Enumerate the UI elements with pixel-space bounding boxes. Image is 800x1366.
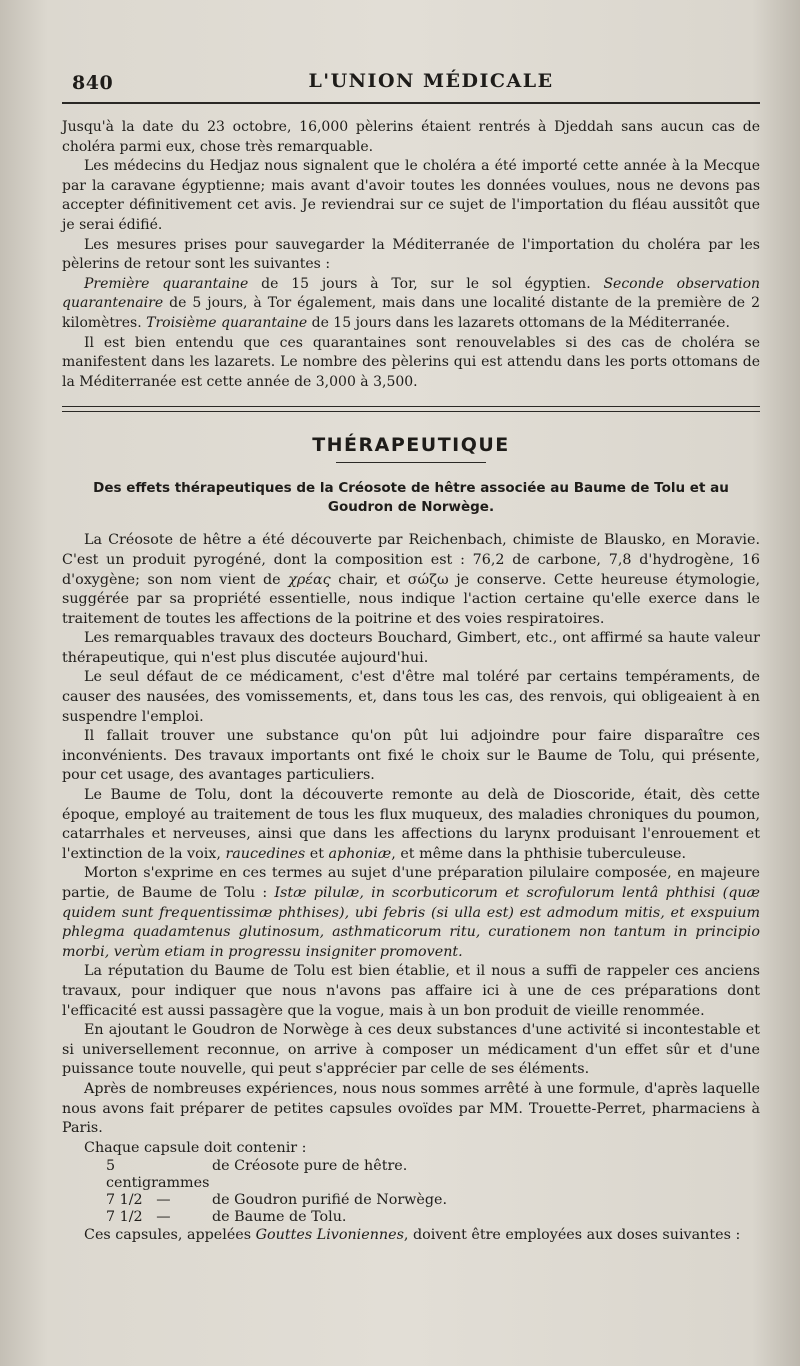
greek-word: χρέας [288,571,331,588]
title-rule [336,462,486,463]
formula-quantity: 7 1/2 — [106,1192,171,1209]
paragraph: La réputation du Baume de Tolu est bien établie, et il nous a suffi de rappeler ces anciens travaux, pour indiquer que nous n'avons pas affaire ici à une de ces préparations dont l'efficacité est aussi passagère que la vogue, mais à un bon produit de vieille renommée. [62,963,760,1019]
article-body [62,531,760,1246]
paragraph: Première quarantaine de 15 jours à Tor, sur le sol égyptien. Seconde observation quarantenaire de 5 jours, à Tor également, mais dans une localité distante de la première de 2 kilomètres. Troisième quarantaine de 15 jours dans les lazarets ottomans de la Méditerranée. [62,275,761,331]
paragraph: Les mesures prises pour sauvegarder la Méditerranée de l'importation du choléra par les pèlerins de retour sont les suivantes : [62,236,760,273]
paragraph: La Créosote de hêtre a été découverte par Reichenbach, chimiste de Blausko, en Moravie. C'est un produit pyrogéné, dont la composition est : 76,2 de carbone, 7,8 d'hydrogène, 16 d'oxygène; son nom vient de χρέας chair, et σώζω je conserve. Cette heureuse étymologie, suggérée par sa propriété essentielle, nous indique l'action certaine qu'elle exerce dans le traitement de toutes les affections de la poitrine et des voies respiratoires. [62,532,760,627]
paragraph: Morton s'exprime en ces termes au sujet d'une préparation pilulaire composée, en majeure partie, de Baume de Tolu : Istæ pilulæ, in scorbuticorum et scrofulorum lentâ phthisi (quæ quidem sunt frequentissimæ phthises), ubi febris (si ulla est) est admodum mitis, et exspuium phlegma quadamtenus glutinosum, asthmaticorum ritu, curationem non tantum in principio morbi, verùm etiam in progressu insigniter promovent. [62,865,760,960]
formula-row [62,1158,760,1192]
page-number: 840 [72,72,114,94]
paragraph: Les remarquables travaux des docteurs Bouchard, Gimbert, etc., ont affirmé sa haute valeur thérapeutique, qui n'est plus discutée aujourd'hui. [62,630,760,666]
paragraph: Il fallait trouver une substance qu'on pût lui adjoindre pour faire disparaître ces inconvénients. Des travaux importants ont fixé le choix sur le Baume de Tolu, qui présente, pour cet usage, des avantages particuliers. [62,728,760,784]
emphasis: Troisième quarantaine [146,314,308,331]
paragraph: En ajoutant le Goudron de Norwège à ces deux substances d'une activité si incontestable et si universellement reconnue, on arrive à composer un médicament d'un effet sûr et d'une puissance toute nouvelle, qui peut s'apprécier par celle de ses éléments. [62,1022,760,1078]
paragraph: Le Baume de Tolu, dont la découverte remonte au delà de Dioscoride, était, dès cette époque, employé au traitement de tous les flux muqueux, des maladies chroniques du poumon, catarrhales et nerveuses, ainsi que dans les affections du larynx produisant l'enrouement et l'extinction de la voix, raucedines et aphoniæ, et même dans la phthisie tuberculeuse. [62,787,760,862]
emphasis: raucedines [225,845,306,862]
formula-quantity: 5 centigrammes [106,1158,210,1192]
previous-article-end [62,104,760,392]
formula-ingredient: de Créosote pure de hêtre. [212,1158,408,1175]
formula-row [62,1192,760,1209]
article-title: Des effets thérapeutiques de la Créosote de hêtre associée au Baume de Tolu et au Goudron de Norwège. [93,480,729,516]
paragraph: Ces capsules, appelées Gouttes Livoniennes, doivent être employées aux doses suivantes : [84,1227,741,1244]
paragraph: Le seul défaut de ce médicament, c'est d'être mal toléré par certains tempéraments, de causer des nausées, des vomissements, et, dans tous les cas, des renvois, qui obligeaient à en suspendre l'emploi. [62,669,760,725]
paragraph: Après de nombreuses expériences, nous nous sommes arrêté à une formule, d'après laquelle nous avons fait préparer de petites capsules ovoïdes par MM. Trouette-Perret, pharmaciens à Paris. [62,1080,760,1137]
emphasis: Gouttes Livoniennes [255,1227,404,1244]
section-divider [62,406,760,412]
latin-quote: Istæ pilulæ, in scorbuticorum et scrofulorum lentâ phthisi (quæ quidem sunt frequentissimæ phthises), ubi febris (si ulla est) est admodum mitis, et exspuium phlegma quadamtenus glutinosum, asthmaticorum ritu, curationem non tantum in principio morbi, verùm etiam in progressu insigniter promovent. [62,885,760,960]
formula-row [62,1209,760,1226]
emphasis: aphoniæ [328,845,392,862]
capsule-formula [62,1158,760,1226]
formula-ingredient: de Baume de Tolu. [212,1209,347,1226]
section-title: THÉRAPEUTIQUE [312,434,510,457]
running-title: L'UNION MÉDICALE [308,70,554,92]
emphasis: Seconde observation quarantenaire [62,275,761,312]
formula-ingredient: de Goudron purifié de Norwège. [212,1192,448,1209]
formula-quantity: 7 1/2 — [106,1209,171,1226]
emphasis: Première quarantaine [84,275,249,292]
paragraph: Il est bien entendu que ces quarantaines sont renouvelables si des cas de choléra se manifestent dans les lazarets. Le nombre des pèlerins qui est attendu dans les ports ottomans de la Méditerranée est cette année de 3,000 à 3,500. [62,334,760,390]
greek-word: σώζω [407,571,449,588]
paragraph: Jusqu'à la date du 23 octobre, 16,000 pèlerins étaient rentrés à Djeddah sans aucun cas de choléra parmi eux, chose très remarquable. [62,119,760,155]
page-header [62,62,760,104]
paragraph: Les médecins du Hedjaz nous signalent que le choléra a été importé cette année à la Mecque par la caravane égyptienne; mais avant d'avoir toutes les données voulues, nous ne devons pas accepter définitivement cet avis. Je reviendrai sur ce sujet de l'importation du fléau aussitôt que je serai édifié. [62,158,760,233]
paragraph: Chaque capsule doit contenir : [84,1139,307,1156]
